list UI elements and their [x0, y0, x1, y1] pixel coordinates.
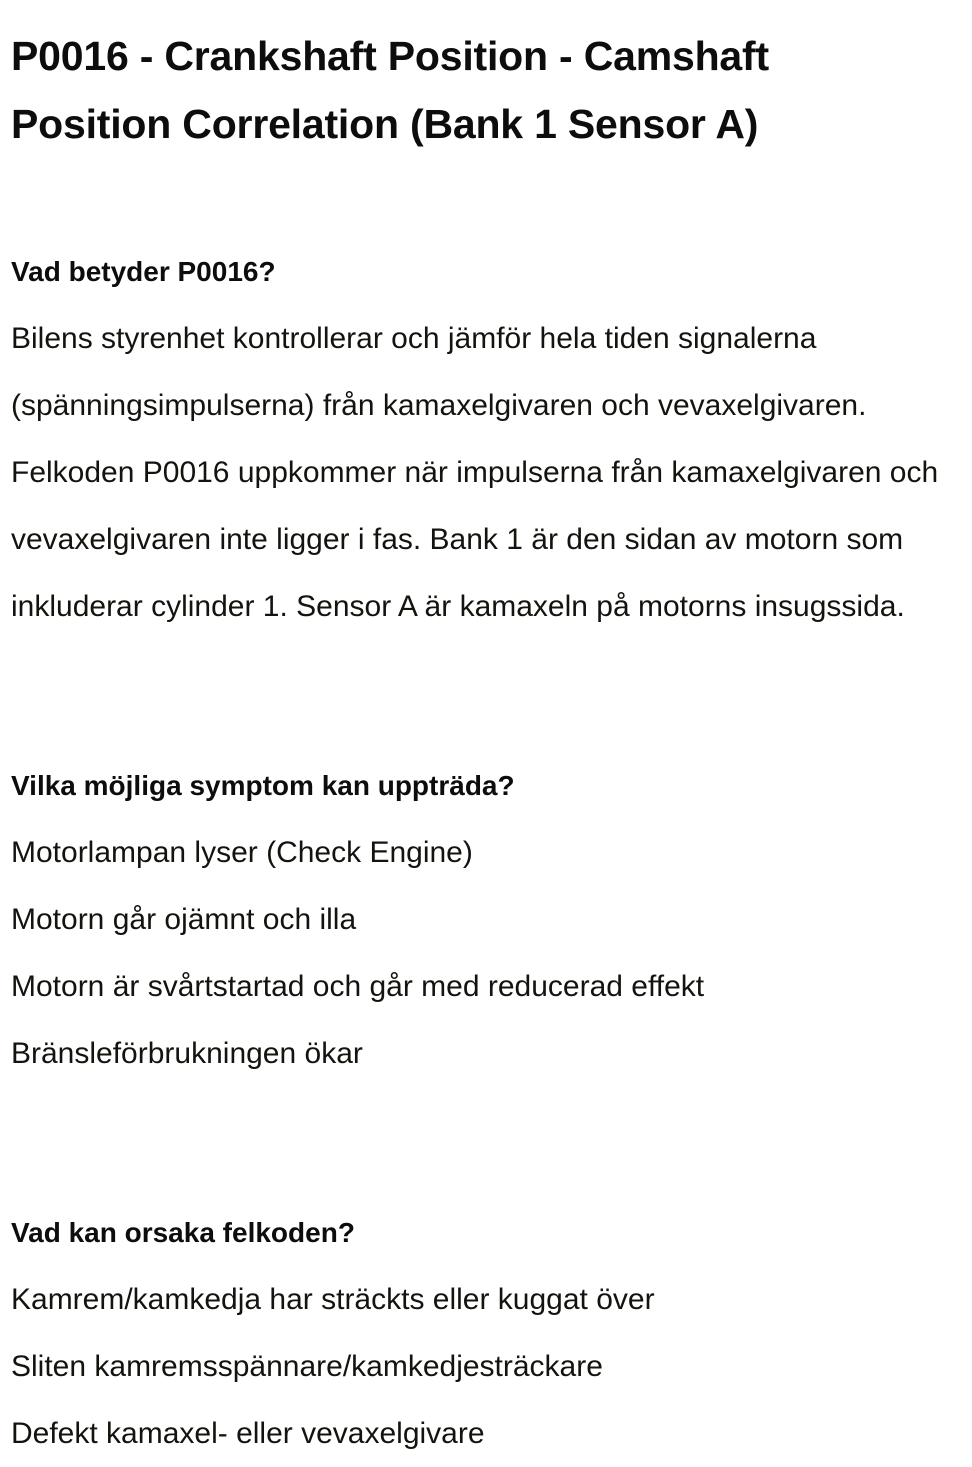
meaning-paragraph: Bilens styrenhet kontrollerar och jämför hela tiden signalerna (spänningsimpulserna) från kamaxelgivaren och vevaxelgivaren. Felkoden P0016 uppkommer när impulserna från kamaxelgivaren och vevaxelgivaren inte ligger i fas. Bank 1 är den sidan av motorn som inkluderar cylinder 1. Sensor A är kamaxeln på motorns insugssida. [11, 322, 939, 623]
list-item: Motorn går ojämnt och illa [11, 903, 357, 936]
section-heading-meaning: Vad betyder P0016? [11, 256, 276, 287]
list-item: Sliten kamremsspännare/kamkedjesträckare [11, 1350, 603, 1383]
symptoms-list [11, 819, 966, 1087]
list-item: Bränsleförbrukningen ökar [11, 1037, 363, 1070]
section-heading-causes: Vad kan orsaka felkoden? [11, 1217, 355, 1248]
causes-list [11, 1266, 966, 1467]
list-item: Motorlampan lyser (Check Engine) [11, 836, 473, 869]
spacer-after-title [11, 158, 966, 238]
section-heading-symptoms: Vilka möjliga symptom kan uppträda? [11, 770, 515, 801]
section-causes [11, 1199, 966, 1467]
list-item: Motorn är svårtstartad och går med reducerad effekt [11, 970, 705, 1003]
section-symptoms [11, 752, 966, 1087]
list-item: Defekt kamaxel- eller vevaxelgivare [11, 1417, 485, 1450]
spacer-before-causes [11, 1087, 966, 1199]
section-meaning [11, 238, 966, 640]
spacer-before-symptoms [11, 640, 966, 752]
page-title: P0016 - Crankshaft Position - Camshaft Position Correlation (Bank 1 Sensor A) [11, 33, 769, 147]
list-item: Kamrem/kamkedja har sträckts eller kuggat över [11, 1283, 655, 1316]
